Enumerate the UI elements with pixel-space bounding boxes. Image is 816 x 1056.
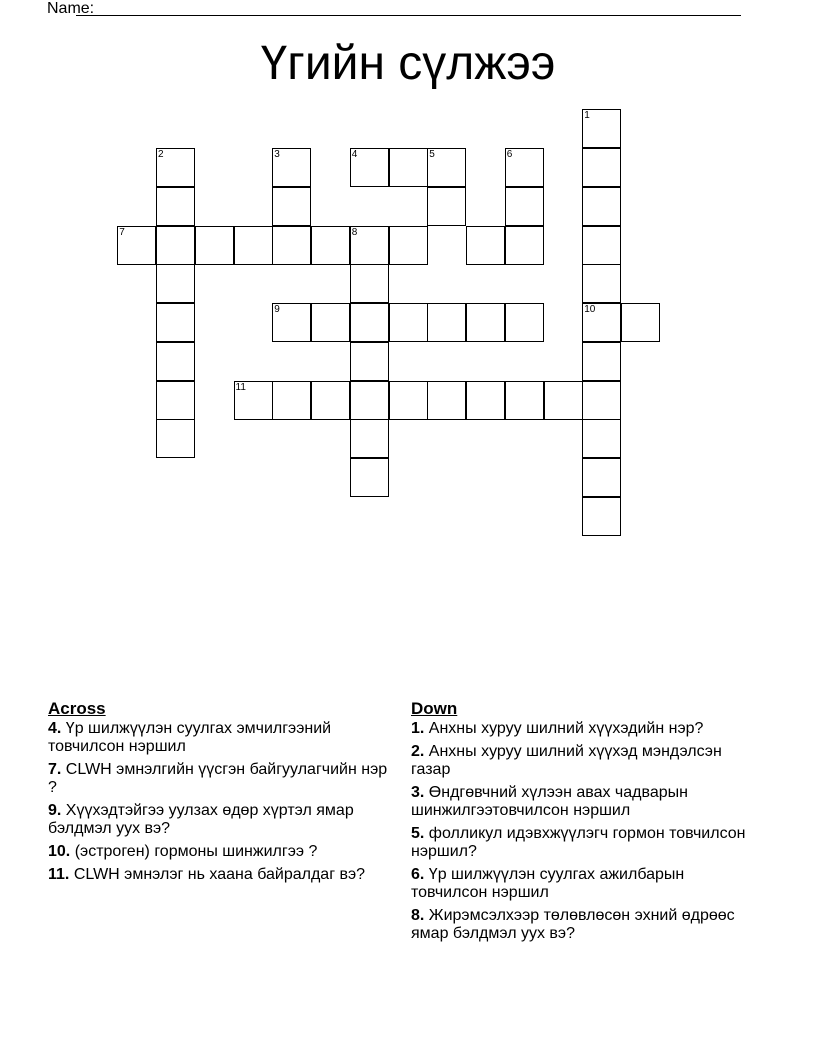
grid-cell[interactable] [621,303,660,342]
clue-across-10 [48,843,388,861]
cell-number: 3 [274,149,280,160]
grid-cell[interactable] [272,303,311,342]
clue-across-4 [48,720,388,756]
grid-cell[interactable] [350,264,389,303]
name-label: Name: [47,0,95,17]
grid-cell[interactable] [427,303,466,342]
grid-cell[interactable] [544,381,583,420]
clue-text: Үр шилжүүлэн суулгах ажилбарын товчилсон нэршил [411,866,685,901]
grid-cell[interactable] [156,148,195,187]
grid-cell[interactable] [505,226,544,265]
clue-number: 9. [48,802,62,819]
grid-cell[interactable] [427,148,466,187]
grid-cell[interactable] [156,381,195,420]
grid-cell[interactable] [582,419,621,458]
grid-cell[interactable] [272,148,311,187]
cell-number: 4 [351,149,358,160]
clue-down-5 [411,825,761,861]
grid-cell[interactable] [505,303,544,342]
grid-cell[interactable] [350,458,389,497]
grid-cell[interactable] [427,187,466,226]
grid-cell[interactable] [582,148,621,187]
grid-cell[interactable] [389,226,428,265]
clue-number: 8. [411,907,425,924]
clue-number: 10. [48,843,71,860]
cell-number: 1 [584,110,590,122]
cell-number: 11 [235,381,246,393]
grid-cell[interactable] [466,226,505,265]
clue-text: фолликул идэвхжүүлэгч гормон товчилсон нэршил? [411,825,746,860]
clue-text: Хүүхэдтэйгээ уулзах өдөр хүртэл ямар бэлдмэл уух вэ? [48,802,354,837]
grid-cell[interactable] [389,381,428,420]
grid-cell[interactable] [582,226,621,265]
cell-number: 6 [506,149,513,160]
grid-cell[interactable] [582,109,621,148]
clue-number: 11. [48,866,70,883]
clue-text: CLWH эмнэлгийн үүсгэн байгуулагчийн нэр ? [48,761,388,796]
grid-cell[interactable] [195,226,234,265]
clue-down-3 [411,784,761,820]
clue-text: Өндгөвчний хүлээн авах чадварын шинжилгээтовчилсон нэршил [411,784,688,819]
clue-down-2 [411,743,761,779]
grid-cell[interactable] [234,381,273,420]
grid-cell[interactable] [582,303,621,342]
grid-cell[interactable] [466,303,505,342]
grid-cell[interactable] [350,226,389,265]
clue-number: 1. [411,720,425,737]
clue-across-7 [48,761,388,797]
grid-cell[interactable] [505,187,544,226]
cell-number: 10 [584,304,596,315]
cell-number: 7 [119,226,125,238]
grid-cell[interactable] [156,264,195,303]
grid-cell[interactable] [272,187,311,226]
grid-cell[interactable] [350,419,389,458]
clue-text: Анхны хуруу шилний хүүхэдийн нэр? [428,720,704,737]
grid-cell[interactable] [117,226,156,265]
grid-cell[interactable] [582,187,621,226]
clue-number: 2. [411,743,425,760]
grid-cell[interactable] [427,381,466,420]
grid-cell[interactable] [505,381,544,420]
grid-cell[interactable] [156,303,195,342]
grid-cell[interactable] [272,226,311,265]
grid-cell[interactable] [156,342,195,381]
clue-across-9 [48,802,388,838]
clue-number: 3. [411,784,425,801]
across-clues [48,700,388,889]
clue-down-1 [411,720,761,738]
cell-number: 8 [351,226,358,238]
clue-text: Анхны хуруу шилний хүүхэд мэндэлсэн газар [411,743,722,778]
grid-cell[interactable] [350,148,389,187]
grid-cell[interactable] [234,226,273,265]
cell-number: 9 [274,304,280,315]
grid-cell[interactable] [156,419,195,458]
grid-cell[interactable] [582,342,621,381]
grid-cell[interactable] [272,381,311,420]
clue-text: CLWH эмнэлэг нь хаана байралдаг вэ? [73,866,366,883]
grid-cell[interactable] [311,226,350,265]
cell-number: 5 [429,149,435,160]
page-title: Үгийн сүлжээ [260,37,556,90]
grid-cell[interactable] [505,148,544,187]
cell-number: 2 [158,149,164,160]
grid-cell[interactable] [156,187,195,226]
clue-down-6 [411,866,761,902]
grid-cell[interactable] [389,303,428,342]
grid-cell[interactable] [311,303,350,342]
clue-down-8 [411,907,761,943]
clue-across-11 [48,866,388,884]
across-heading: Across [48,699,106,718]
clue-text: (эстроген) гормоны шинжилгээ ? [74,843,318,860]
down-heading: Down [411,699,458,718]
grid-cell[interactable] [156,226,195,265]
clue-text: Үр шилжүүлэн суулгах эмчилгээний товчилсон нэршил [48,720,332,755]
grid-cell[interactable] [582,381,621,420]
grid-cell[interactable] [466,381,505,420]
grid-cell[interactable] [311,381,350,420]
grid-cell[interactable] [582,458,621,497]
grid-cell[interactable] [350,303,389,342]
grid-cell[interactable] [389,148,428,187]
clue-text: Жирэмсэлхээр төлөвлөсөн эхний өдрөөс ямар бэлдмэл уух вэ? [411,907,735,942]
grid-cell[interactable] [582,497,621,536]
grid-cell[interactable] [350,381,389,420]
clue-number: 4. [48,720,62,737]
grid-cell[interactable] [582,264,621,303]
clue-number: 7. [48,761,62,778]
clue-number: 6. [411,866,425,883]
grid-cell[interactable] [350,342,389,381]
down-clues [411,700,761,948]
clue-number: 5. [411,825,425,842]
